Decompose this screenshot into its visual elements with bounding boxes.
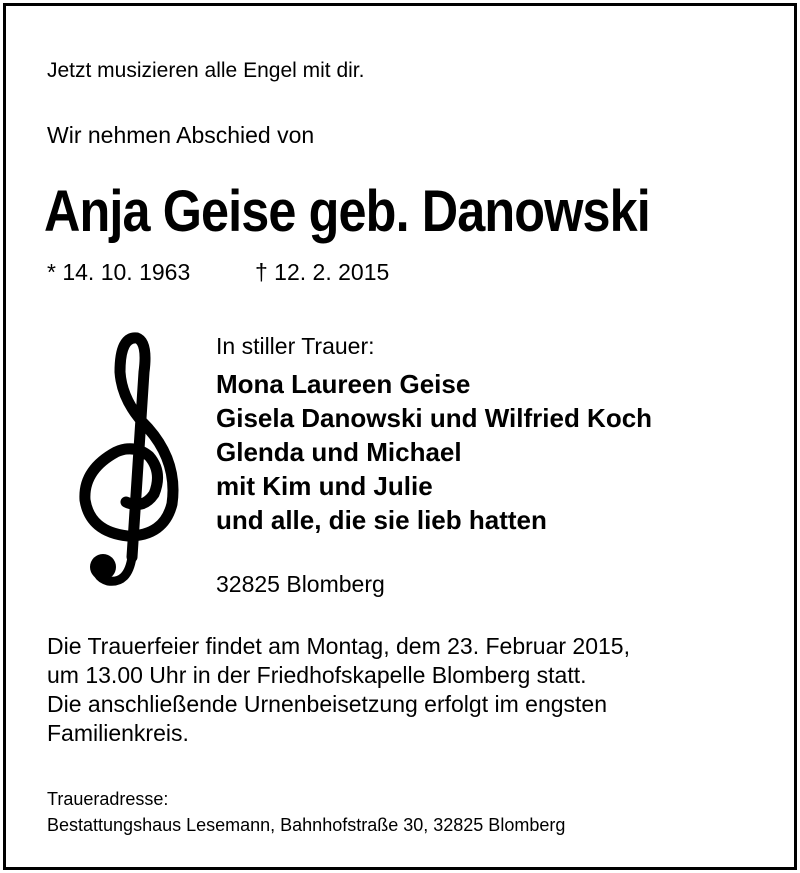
mourner-name: Gisela Danowski und Wilfried Koch	[216, 403, 653, 433]
ceremony-line: Die anschließende Urnenbeisetzung erfolgt im engsten	[47, 691, 607, 717]
ceremony-paragraph	[47, 632, 630, 748]
address-text: Bestattungshaus Lesemann, Bahnhofstraße 30, 32825 Blomberg	[47, 815, 566, 835]
ceremony-line: Die Trauerfeier findet am Montag, dem 23. Februar 2015,	[47, 633, 630, 659]
death-date: † 12. 2. 2015	[255, 259, 390, 285]
mourner-name: Glenda und Michael	[216, 437, 462, 467]
mourners-list	[216, 367, 652, 537]
mourner-name: Mona Laureen Geise	[216, 369, 471, 399]
motto-text: Jetzt musizieren alle Engel mit dir.	[47, 59, 365, 82]
mourner-name: und alle, die sie lieb hatten	[216, 505, 547, 535]
ceremony-line: um 13.00 Uhr in der Friedhofskapelle Blomberg statt.	[47, 662, 587, 688]
mourning-label: In stiller Trauer:	[216, 333, 375, 359]
birth-date: * 14. 10. 1963	[47, 259, 191, 285]
deceased-name: Anja Geise geb. Danowski	[44, 179, 650, 244]
ceremony-line: Familienkreis.	[47, 720, 189, 746]
place-text: 32825 Blomberg	[216, 571, 385, 597]
address-label: Traueradresse:	[47, 789, 169, 809]
treble-clef-icon	[68, 332, 188, 594]
mourner-name: mit Kim und Julie	[216, 471, 433, 501]
intro-text: Wir nehmen Abschied von	[47, 122, 315, 148]
